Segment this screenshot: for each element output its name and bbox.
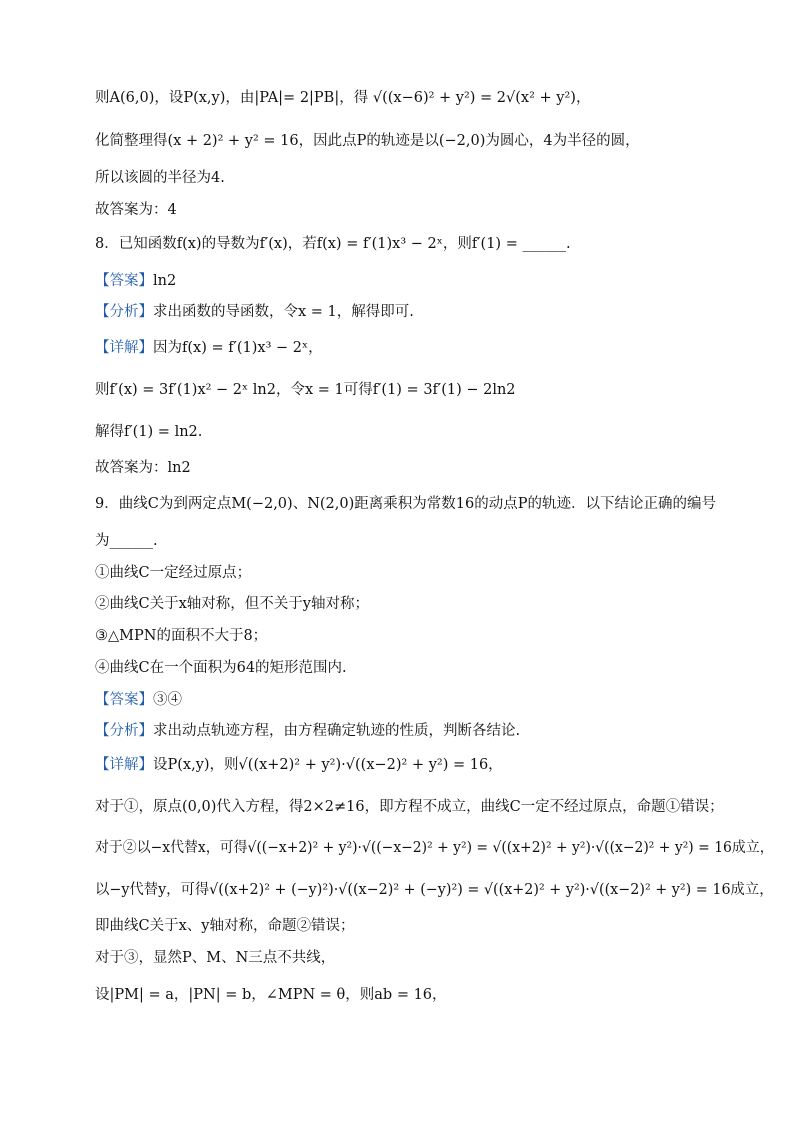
answer-line: 【答案】ln2 (95, 273, 177, 289)
analysis-line: 【分析】求出函数的导函数，令x = 1，解得即可. (95, 304, 414, 320)
text-line: 则f′(x) = 3f′(1)x² − 2ˣ ln2，令x = 1可得f′(1) = 3f′(1) − 2ln2 (95, 382, 516, 398)
analysis-tag: 【分析】 (95, 304, 153, 320)
detail-tag: 【详解】 (95, 340, 153, 356)
text-line: 即曲线C关于x、y轴对称，命题②错误； (95, 918, 355, 934)
detail-line: 【详解】设P(x,y)，则√((x+2)² + y²)·√((x−2)² + y²) = 16， (95, 757, 503, 773)
analysis-line: 【分析】求出动点轨迹方程，由方程确定轨迹的性质，判断各结论. (95, 723, 521, 739)
answer-tag: 【答案】 (95, 692, 153, 708)
text-line: 故答案为：ln2 (95, 460, 191, 476)
question-8: 8．已知函数f(x)的导数为f′(x)，若f(x) = f′(1)x³ − 2ˣ，则f′(1) = ______. (95, 236, 571, 252)
detail-tag: 【详解】 (95, 757, 153, 773)
text-line: 设|PM| = a，|PN| = b，∠MPN = θ，则ab = 16， (95, 987, 447, 1003)
text-line: 对于②以−x代替x，可得√((−x+2)² + y²)·√((−x−2)² + y²) = √((x+2)² + y²)·√((x−2)² + y²) = 16成立， (95, 840, 774, 856)
option-1: ①曲线C一定经过原点； (95, 565, 252, 581)
question-9: 9．曲线C为到两定点M(−2,0)、N(2,0)距离乘积为常数16的动点P的轨迹．以下结论正确的编号 (95, 496, 716, 512)
answer-tag: 【答案】 (95, 273, 153, 289)
answer-line: 【答案】③④ (95, 692, 182, 708)
option-3: ③△MPN的面积不大于8； (95, 628, 268, 644)
text-line: 所以该圆的半径为4. (95, 170, 225, 186)
text-line: 对于③，显然P、M、N三点不共线， (95, 950, 336, 966)
text-line: 对于①，原点(0,0)代入方程，得2×2≠16，即方程不成立，曲线C一定不经过原点，命题①错误； (95, 799, 724, 815)
text-line: 为______. (95, 533, 158, 549)
text-line: 故答案为：4 (95, 202, 177, 218)
text-line: 以−y代替y，可得√((x+2)² + (−y)²)·√((x−2)² + (−y)²) = √((x+2)² + y²)·√((x−2)² + y²) = 16成立， (95, 882, 774, 898)
option-4: ④曲线C在一个面积为64的矩形范围内. (95, 660, 347, 676)
analysis-tag: 【分析】 (95, 723, 153, 739)
detail-line: 【详解】因为f(x) = f′(1)x³ − 2ˣ， (95, 340, 323, 356)
option-2: ②曲线C关于x轴对称，但不关于y轴对称； (95, 596, 369, 612)
text-line: 则A(6,0)，设P(x,y)，由|PA|= 2|PB|，得 √((x−6)² + y²) = 2√(x² + y²)， (95, 90, 591, 106)
text-line: 解得f′(1) = ln2. (95, 424, 203, 440)
text-line: 化简整理得(x + 2)² + y² = 16，因此点P的轨迹是以(−2,0)为圆心，4为半径的圆， (95, 133, 640, 149)
